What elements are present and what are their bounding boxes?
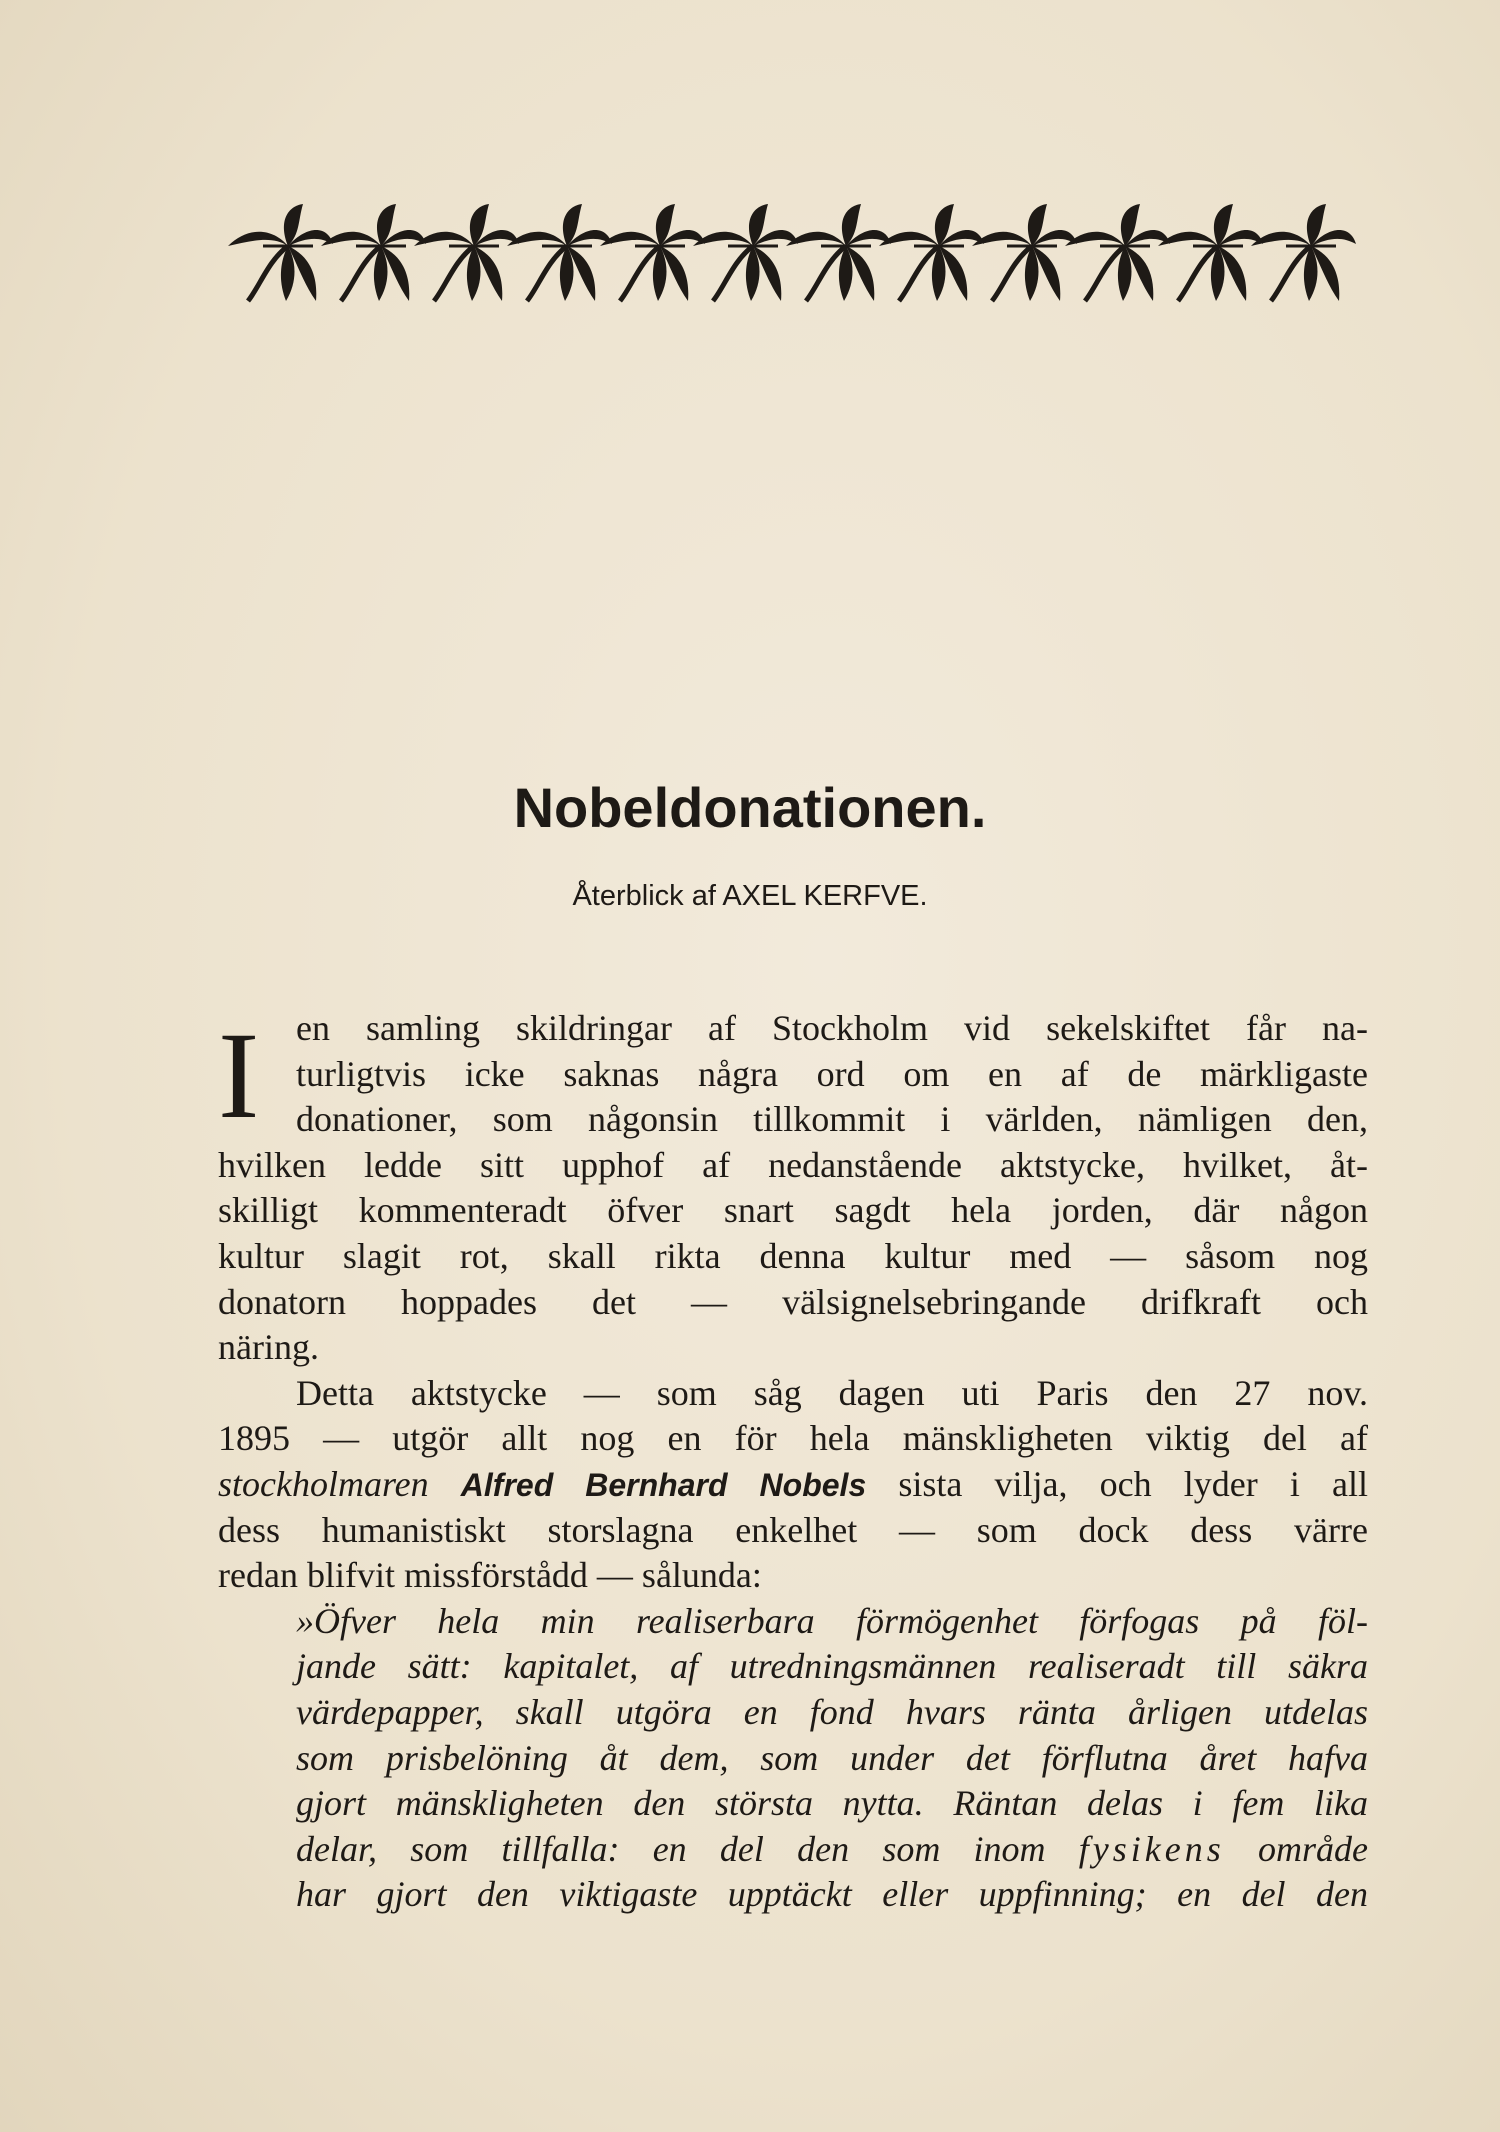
quote-line: jande sätt: kapitalet, af utredningsmännen realiseradt till säkra [296,1646,1368,1687]
nobel-name: Alfred Bernhard Nobels [460,1466,867,1503]
text-line: hvilken ledde sitt upphof af nedanstående aktstycke, hvilket, åt- [218,1144,1368,1185]
text-line: donationer, som någonsin tillkommit i världen, nämligen den, [296,1099,1368,1140]
leaf-ornament-icon [218,196,1358,306]
text-line: dess humanistiskt storslagna enkelhet — som dock dess värre [218,1509,1368,1550]
text-line: skilligt kommenteradt öfver snart sagdt hela jorden, där någon [218,1190,1368,1231]
text-line: turligtvis icke saknas några ord om en af de märkligaste [296,1053,1368,1094]
text-segment: sista vilja, och lyder i all [898,1463,1369,1504]
article-body [218,1006,1368,1918]
text-line: en samling skildringar af Stockholm vid sekelskiftet får na- [296,1008,1368,1048]
author-byline: Återblick af AXEL KERFVE. [572,880,928,912]
text-line: Detta aktstycke — som såg dagen uti Paris den 27 nov. [296,1372,1368,1413]
text-line: 1895 — utgör allt nog en för hela mänskligheten viktig del af [218,1418,1368,1459]
text-line: kultur slagit rot, skall rikta denna kultur med — såsom nog [218,1235,1368,1276]
quote-line: värdepapper, skall utgöra en fond hvars ränta årligen utdelas [296,1691,1368,1732]
text-line: näring. [218,1327,319,1368]
text-segment: område [1258,1828,1368,1869]
quote-line: »Öfver hela min realiserbara förmögenhet förfogas på föl- [296,1600,1368,1641]
quote-line: har gjort den viktigaste upptäckt eller uppfinning; en del den [296,1874,1368,1915]
spaced-word: fysikens [1078,1828,1225,1869]
text-line: redan blifvit missförstådd — sålunda: [218,1555,762,1596]
page-title: Nobeldonationen. [513,776,987,839]
drop-cap: I [218,1007,260,1144]
text-line: donatorn hoppades det — välsignelsebringande drifkraft och [218,1281,1368,1322]
quote-line: som prisbelöning åt dem, som under det förflutna året hafva [296,1737,1368,1778]
quote-line [296,1827,1368,1873]
text-segment: delar, som tillfalla: en del den som inom [296,1828,1046,1869]
paragraph-2 [218,1371,1368,1599]
text-line [218,1462,1368,1508]
quote-line: gjort mänskligheten den största nytta. Räntan delas i fem lika [296,1783,1368,1824]
text-segment: stockholmaren [218,1463,429,1504]
paragraph-1 [218,1006,1368,1371]
will-quote [218,1599,1368,1918]
